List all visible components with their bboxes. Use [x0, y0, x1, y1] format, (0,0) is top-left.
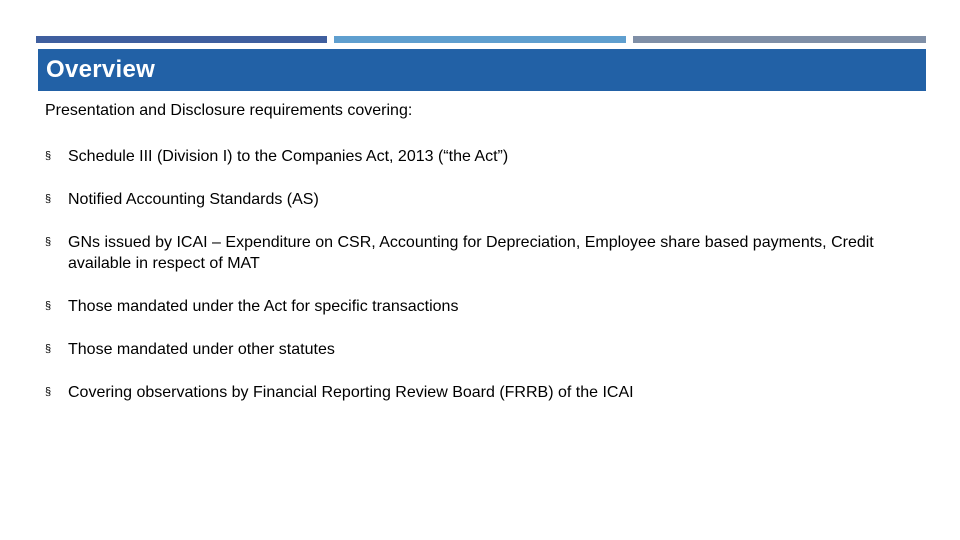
- bullet-text: GNs issued by ICAI – Expenditure on CSR, Accounting for Depreciation, Employee share based payments, Credit available in respect of MAT: [68, 234, 874, 272]
- bullet-icon: §: [45, 150, 52, 162]
- bullet-text: Schedule III (Division I) to the Companies Act, 2013 (“the Act”): [68, 148, 509, 165]
- list-item: [45, 339, 905, 360]
- bullet-text: Those mandated under the Act for specific transactions: [68, 298, 459, 315]
- bullet-icon: §: [45, 386, 52, 398]
- bullet-icon: §: [45, 343, 52, 355]
- bullet-icon: §: [45, 236, 52, 248]
- bullet-list: [45, 146, 905, 425]
- list-item: [45, 189, 905, 210]
- list-item: [45, 296, 905, 317]
- title-band: [38, 49, 926, 91]
- bullet-text: Notified Accounting Standards (AS): [68, 191, 319, 208]
- bullet-icon: §: [45, 193, 52, 205]
- list-item: [45, 382, 905, 403]
- list-item: [45, 146, 905, 167]
- list-item: [45, 232, 905, 274]
- bullet-icon: §: [45, 300, 52, 312]
- slide-title: Overview: [46, 56, 156, 83]
- accent-bar-left: [36, 36, 327, 43]
- intro-text: Presentation and Disclosure requirements covering:: [45, 102, 413, 119]
- bullet-text: Covering observations by Financial Reporting Review Board (FRRB) of the ICAI: [68, 384, 634, 401]
- bullet-text: Those mandated under other statutes: [68, 341, 335, 358]
- accent-bar-right: [633, 36, 926, 43]
- accent-bar-middle: [334, 36, 626, 43]
